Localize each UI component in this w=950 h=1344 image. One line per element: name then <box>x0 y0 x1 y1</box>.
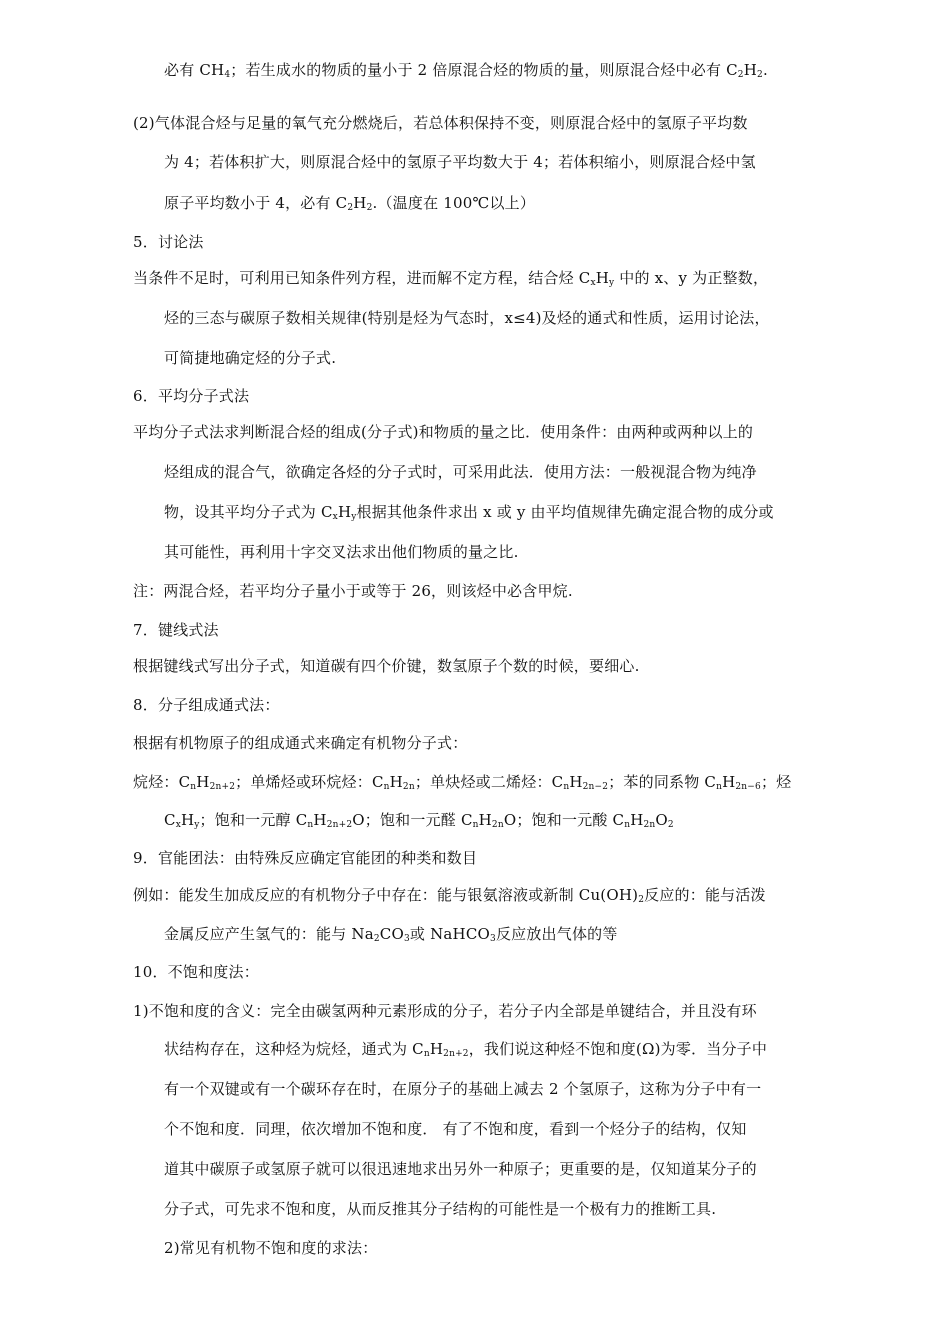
subscript: 2 <box>737 70 744 80</box>
text-run: 例如：能发生加成反应的有机物分子中存在：能与银氨溶液或新制 Cu(OH) <box>133 886 639 904</box>
subscript: 2 <box>757 70 763 80</box>
subscript: 2 <box>638 895 645 905</box>
text-line <box>133 733 467 753</box>
text-run: 2)常见有机物不饱和度的求法： <box>164 1239 378 1257</box>
text-line <box>133 581 573 601</box>
text-run: 中的 x、y 为正整数， <box>614 269 769 287</box>
subscript: n <box>423 1049 430 1059</box>
text-run: 有一个双键或有一个碳环存在时，在原分子的基础上减去 2 个氢原子，这称为分子中有一 <box>164 1080 762 1098</box>
subscript: n <box>190 782 197 792</box>
text-run: 原子平均数小于 4，必有 C <box>164 194 348 212</box>
text-run: O <box>655 811 668 829</box>
text-run: 其可能性，再利用十字交叉法求出他们物质的量之比. <box>164 543 519 561</box>
text-run: 5．讨论法 <box>133 233 204 251</box>
subscript: n <box>307 820 314 830</box>
subscript: y <box>351 512 357 522</box>
text-line <box>133 113 748 133</box>
text-run: 平均分子式法求判断混合烃的组成(分子式)和物质的量之比．使用条件：由两种或两种以上的 <box>133 423 754 441</box>
subscript: x <box>590 278 596 288</box>
subscript: 3 <box>490 934 496 944</box>
text-run: 物，设其平均分子式为 C <box>164 503 333 521</box>
text-line <box>133 695 280 715</box>
text-run: 为 4；若体积扩大，则原混合烃中的氢原子平均数大于 4；若体积缩小，则原混合烃中氢 <box>164 153 756 171</box>
text-run: 1)不饱和度的含义：完全由碳氢两种元素形成的分子，若分子内全部是单键结合，并且没有环 <box>133 1002 757 1020</box>
text-run: ；苯的同系物 C <box>608 773 717 791</box>
text-line <box>133 232 204 252</box>
text-run: 烃组成的混合气，欲确定各烃的分子式时，可采用此法．使用方法：一般视混合物为纯净 <box>164 463 757 481</box>
text-run: 状结构存在，这种烃为烷烃，通式为 C <box>164 1040 424 1058</box>
subscript: 2 <box>667 820 674 830</box>
text-line <box>164 810 674 830</box>
text-run: H <box>569 773 583 791</box>
subscript: 2n+2 <box>326 820 353 830</box>
text-run: 根据键线式写出分子式，知道碳有四个价键，数氢原子个数的时候，要细心. <box>133 657 640 675</box>
text-run: (2)气体混合烃与足量的氧气充分燃烧后，若总体积保持不变，则原混合烃中的氢原子平均数 <box>133 114 748 132</box>
subscript: 4 <box>224 70 231 80</box>
text-run: 分子式，可先求不饱和度，从而反推其分子结构的可能性是一个极有力的推断工具. <box>164 1200 717 1218</box>
text-line <box>164 1079 761 1099</box>
text-run: ，我们说这种烃不饱和度(Ω)为零．当分子中 <box>468 1040 768 1058</box>
text-run: O；饱和一元酸 C <box>503 811 625 829</box>
text-line <box>164 1039 767 1059</box>
text-line <box>164 462 757 482</box>
text-run: ；若生成水的物质的量小于 2 倍原混合烃的物质的量，则原混合烃中必有 C <box>230 61 738 79</box>
text-run: 6．平均分子式法 <box>133 387 250 405</box>
text-run: ；单烯烃或环烷烃：C <box>235 773 384 791</box>
text-run: 反应放出气体的等 <box>495 925 618 943</box>
text-line <box>164 1199 716 1219</box>
text-run: H <box>313 811 327 829</box>
text-line <box>164 308 770 328</box>
text-run: H <box>595 269 610 287</box>
text-line <box>164 924 618 944</box>
text-line <box>133 772 791 792</box>
subscript: x <box>175 820 181 830</box>
text-run: H <box>743 61 758 79</box>
subscript: 2n <box>643 820 656 830</box>
subscript: 2 <box>366 203 373 213</box>
text-run: 反应的：能与活泼 <box>644 886 766 904</box>
text-line <box>164 152 756 172</box>
subscript: 2n <box>402 782 415 792</box>
text-run: . <box>762 61 768 79</box>
subscript: 2n+2 <box>443 1049 469 1059</box>
text-run: ；饱和一元醇 C <box>199 811 308 829</box>
text-run: H <box>630 811 644 829</box>
text-line <box>133 620 219 640</box>
text-run: H <box>722 773 736 791</box>
text-run: 注：两混合烃，若平均分子量小于或等于 26，则该烃中必含甲烷. <box>133 582 573 600</box>
text-run: H <box>389 773 403 791</box>
text-run: H <box>429 1040 444 1058</box>
text-line <box>164 60 768 80</box>
text-run: 当条件不足时，可利用已知条件列方程，进而解不定方程，结合烃 C <box>133 269 591 287</box>
text-run: O；饱和一元醛 C <box>352 811 473 829</box>
text-line <box>164 193 535 213</box>
text-line <box>164 1159 757 1179</box>
text-line <box>164 348 336 368</box>
text-run: H <box>180 811 195 829</box>
text-run: CO <box>379 925 404 943</box>
subscript: 2n−6 <box>735 782 761 792</box>
subscript: n <box>716 782 723 792</box>
text-line <box>133 1001 757 1021</box>
text-line <box>133 885 766 905</box>
text-line <box>133 962 259 982</box>
text-run: 烃的三态与碳原子数相关规律(特别是烃为气态时，x≤4)及烃的通式和性质，运用讨论法， <box>164 309 770 327</box>
subscript: y <box>194 820 200 830</box>
subscript: n <box>563 782 570 792</box>
subscript: 2n−2 <box>582 782 609 792</box>
text-run: 金属反应产生氢气的：能与 Na <box>164 925 374 943</box>
text-run: H <box>337 503 352 521</box>
subscript: 2 <box>347 203 354 213</box>
text-line <box>164 1238 377 1258</box>
subscript: 2 <box>373 934 380 944</box>
text-line <box>133 656 640 676</box>
subscript: 2n+2 <box>209 782 236 792</box>
text-line <box>133 422 753 442</box>
text-run: 可简捷地确定烃的分子式. <box>164 349 337 367</box>
text-run: H <box>478 811 492 829</box>
text-run: 根据其他条件求出 x 或 y 由平均值规律先确定混合物的成分或 <box>356 503 774 521</box>
subscript: y <box>609 278 615 288</box>
text-run: 7．键线式法 <box>133 621 219 639</box>
text-run: 或 NaHCO <box>409 925 490 943</box>
text-run: 8．分子组成通式法： <box>133 696 280 714</box>
text-line <box>133 268 768 288</box>
text-run: 烷烃：C <box>133 773 191 791</box>
subscript: n <box>624 820 631 830</box>
text-run: H <box>196 773 210 791</box>
text-run: H <box>353 194 367 212</box>
text-run: 个不饱和度．同理，依次增加不饱和度． 有了不饱和度，看到一个烃分子的结构，仅知 <box>164 1120 747 1138</box>
text-line <box>164 542 519 562</box>
subscript: n <box>472 820 479 830</box>
text-run: ；烃 <box>760 773 792 791</box>
subscript: 2n <box>491 820 504 830</box>
text-run: 根据有机物原子的组成通式来确定有机物分子式： <box>133 734 468 752</box>
text-line <box>133 848 477 868</box>
text-line <box>133 386 249 406</box>
text-run: 10．不饱和度法： <box>133 963 259 981</box>
subscript: x <box>332 512 338 522</box>
text-line <box>164 502 774 522</box>
text-run: 道其中碳原子或氢原子就可以很迅速地求出另外一种原子；更重要的是，仅知道某分子的 <box>164 1160 757 1178</box>
subscript: 3 <box>403 934 410 944</box>
text-run: ；单炔烃或二烯烃：C <box>414 773 564 791</box>
subscript: n <box>383 782 390 792</box>
text-line <box>164 1119 747 1139</box>
text-run: C <box>164 811 176 829</box>
text-run: 必有 CH <box>164 61 225 79</box>
text-run: .（温度在 100℃以上） <box>372 194 536 212</box>
text-run: 9．官能团法：由特殊反应确定官能团的种类和数目 <box>133 849 478 867</box>
